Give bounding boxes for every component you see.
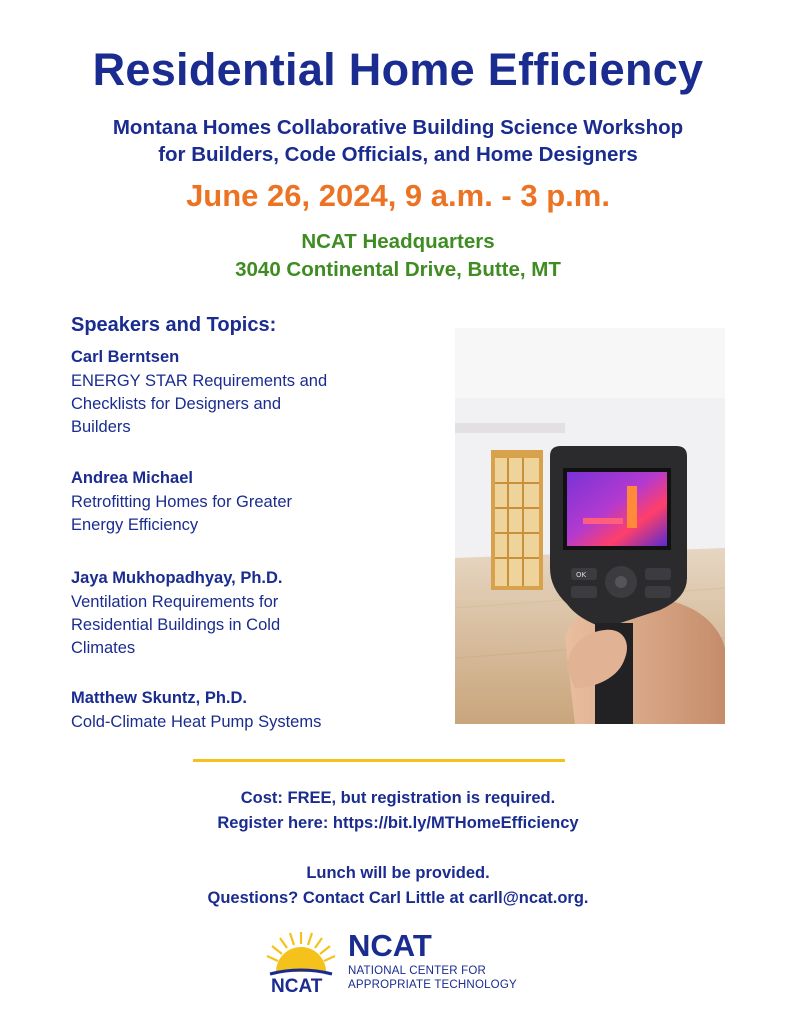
topic-line: Residential Buildings in Cold xyxy=(71,616,281,634)
logo-full-name xyxy=(348,964,517,992)
logo-ncat-small-text: NCAT xyxy=(271,976,323,997)
logo-full-line-1: NATIONAL CENTER FOR xyxy=(348,965,486,977)
logo-ncat-wordmark: NCAT xyxy=(348,928,432,963)
speaker-topic xyxy=(71,711,431,734)
sun-logo-icon xyxy=(264,930,338,978)
page-title: Residential Home Efficiency xyxy=(92,44,704,95)
speaker-topic xyxy=(71,591,431,660)
topic-line: Energy Efficiency xyxy=(71,516,199,534)
topic-line: Checklists for Designers and xyxy=(71,395,282,413)
speaker-name: Carl Berntsen xyxy=(71,348,180,366)
speaker-carl-berntsen xyxy=(71,345,431,439)
topic-line: Retrofitting Homes for Greater xyxy=(71,493,292,511)
speaker-name: Jaya Mukhopadhyay, Ph.D. xyxy=(71,569,283,587)
speakers-heading: Speakers and Topics: xyxy=(71,314,277,336)
topic-line: Cold-Climate Heat Pump Systems xyxy=(71,713,322,731)
speaker-name: Matthew Skuntz, Ph.D. xyxy=(71,689,248,707)
lunch-line: Lunch will be provided. xyxy=(306,864,490,882)
speaker-jaya-mukhopadhyay xyxy=(71,566,431,660)
section-divider xyxy=(193,759,565,762)
speaker-matthew-skuntz xyxy=(71,686,431,734)
cost-line: Cost: FREE, but registration is required. xyxy=(240,789,556,807)
register-line: Register here: https://bit.ly/MTHomeEfficiency xyxy=(217,814,579,832)
subtitle-line-2: for Builders, Code Officials, and Home Designers xyxy=(158,143,638,166)
speaker-name: Andrea Michael xyxy=(71,469,193,487)
venue xyxy=(0,228,796,284)
camera-ok-label: OK xyxy=(576,571,587,579)
subtitle-line-1: Montana Homes Collaborative Building Science Workshop xyxy=(112,116,684,139)
questions-line: Questions? Contact Carl Little at carll@ncat.org. xyxy=(207,889,589,907)
speaker-andrea-michael xyxy=(71,466,431,537)
event-date: June 26, 2024, 9 a.m. - 3 p.m. xyxy=(186,178,610,213)
thermal-camera-illustration xyxy=(455,328,725,724)
thermal-camera-photo xyxy=(455,328,725,724)
workshop-subtitle xyxy=(0,114,796,168)
venue-address: 3040 Continental Drive, Butte, MT xyxy=(235,258,561,281)
speaker-topic xyxy=(71,370,431,439)
venue-name: NCAT Headquarters xyxy=(301,230,495,253)
topic-line: ENERGY STAR Requirements and xyxy=(71,372,328,390)
topic-line: Ventilation Requirements for xyxy=(71,593,279,611)
speaker-topic xyxy=(71,491,431,537)
logo-full-line-2: APPROPRIATE TECHNOLOGY xyxy=(348,979,517,991)
topic-line: Climates xyxy=(71,639,136,657)
topic-line: Builders xyxy=(71,418,131,436)
